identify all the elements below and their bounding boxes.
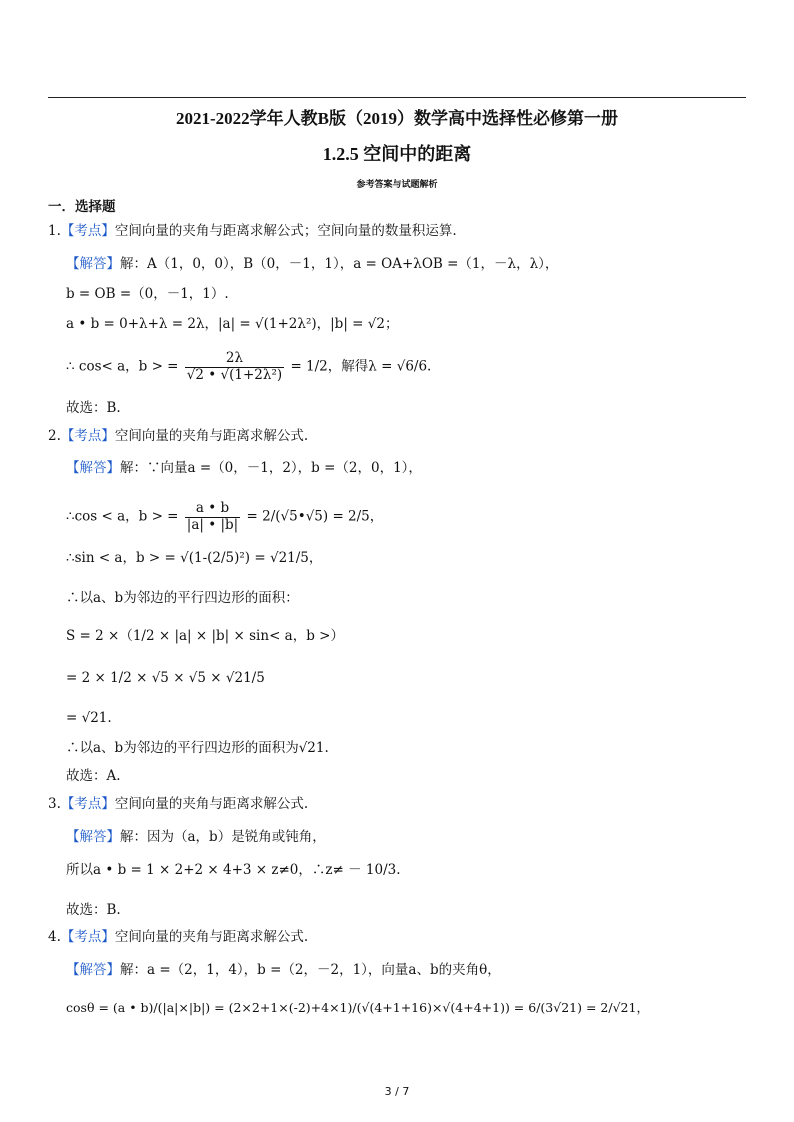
q2-cos-left: ∴cos < a，b > = — [66, 508, 179, 525]
q1-topic: 空间向量的夹角与距离求解公式；空间向量的数量积运算. — [114, 223, 457, 239]
q1-cos-left: ∴ cos< a，b > = — [66, 358, 179, 375]
q3-choice: 故选：B. — [66, 902, 121, 918]
q3-topic: 空间向量的夹角与距离求解公式. — [114, 796, 309, 812]
header-rule — [48, 97, 746, 98]
page-number: 3 / 7 — [384, 1085, 410, 1098]
q1-step-3: a • b = 0+λ+λ = 2λ，|a| = √(1+2λ²)，|b| = √2； — [66, 316, 399, 332]
q1-number: 1. — [48, 223, 61, 239]
q4-topic: 空间向量的夹角与距离求解公式. — [114, 929, 309, 945]
q2-choice: 故选：A. — [66, 768, 121, 784]
q2-cos-result: = 2/(√5•√5) = 2/5， — [246, 508, 384, 525]
q2-step-8: ∴以a、b为邻边的平行四边形的面积为√21. — [66, 740, 329, 756]
q4-topic-line — [48, 931, 308, 945]
q1-cos-denominator: √2 • √(1+2λ²) — [186, 366, 283, 383]
q1-answer-tag: 【解答】 — [66, 256, 120, 272]
q2-step-7: = √21. — [66, 710, 112, 726]
q1-answer-line-1 — [66, 258, 558, 272]
q2-cos-denominator: |a| • |b| — [186, 516, 239, 533]
q2-cos-numerator: a • b — [195, 500, 230, 516]
q1-step-2: b = OB =（0，－1，1）. — [66, 286, 229, 302]
q2-step-5: S = 2 ×（1/2 × |a| × |b| × sin< a，b >） — [66, 628, 344, 644]
q1-topic-tag: 【考点】 — [60, 223, 115, 239]
q4-number: 4. — [48, 929, 61, 945]
q3-topic-line — [48, 798, 308, 812]
q1-choice: 故选：B. — [66, 400, 121, 416]
q2-answer-line-1 — [66, 462, 422, 476]
q1-step-4 — [66, 352, 431, 382]
q3-answer-line-1 — [66, 831, 326, 845]
q4-topic-tag: 【考点】 — [60, 929, 115, 945]
q1-cos-fraction — [185, 352, 284, 382]
q1-step-1: 解：A（1，0，0），B（0，－1，1），a = OA+λOB =（1，－λ，λ）， — [120, 256, 559, 272]
answer-key-note: 参考答案与试题解析 — [356, 180, 438, 190]
q2-topic-line — [48, 430, 308, 444]
q2-step-4: ∴以a、b为邻边的平行四边形的面积： — [66, 590, 299, 606]
q2-number: 2. — [48, 428, 61, 444]
q2-step-3: ∴sin < a，b > = √(1-(2/5)²) = √21/5， — [66, 550, 323, 566]
q2-topic-tag: 【考点】 — [60, 428, 115, 444]
q3-step-2: 所以a • b = 1 × 2+2 × 4+3 × z≠0，∴z≠ － 10/3. — [66, 862, 401, 878]
q4-step-1: 解：a =（2，1，4），b =（2，－2，1），向量a、b的夹角θ， — [120, 962, 501, 978]
section-heading: 一．选择题 — [48, 199, 116, 215]
q2-step-2 — [66, 502, 383, 532]
q2-topic: 空间向量的夹角与距离求解公式. — [114, 428, 309, 444]
q1-cos-numerator: 2λ — [225, 350, 244, 366]
q2-answer-tag: 【解答】 — [66, 460, 120, 476]
q4-answer-line-1 — [66, 964, 501, 978]
q2-step-6: = 2 × 1/2 × √5 × √5 × √21/5 — [66, 670, 265, 686]
q3-answer-tag: 【解答】 — [66, 829, 120, 845]
q1-cos-result: = 1/2，解得λ = √6/6. — [290, 358, 432, 375]
q4-step-2: cosθ = (a • b)/(|a|×|b|) = (2×2+1×(-2)+4×1)/(√(4+1+16)×√(4+4+1)) = 6/(3√21) = 2/√21， — [66, 1000, 649, 1015]
q1-topic-line — [48, 225, 457, 239]
q3-topic-tag: 【考点】 — [60, 796, 115, 812]
q3-number: 3. — [48, 796, 61, 812]
q2-cos-fraction — [185, 502, 240, 532]
document-subtitle: 1.2.5 空间中的距离 — [322, 144, 472, 164]
q4-answer-tag: 【解答】 — [66, 962, 120, 978]
q2-step-1: 解：∵向量a =（0，－1，2），b =（2，0，1）， — [120, 460, 422, 476]
document-title: 2021-2022学年人教B版（2019）数学高中选择性必修第一册 — [176, 109, 618, 128]
q3-step-1: 解：因为（a，b）是锐角或钝角， — [120, 829, 326, 845]
